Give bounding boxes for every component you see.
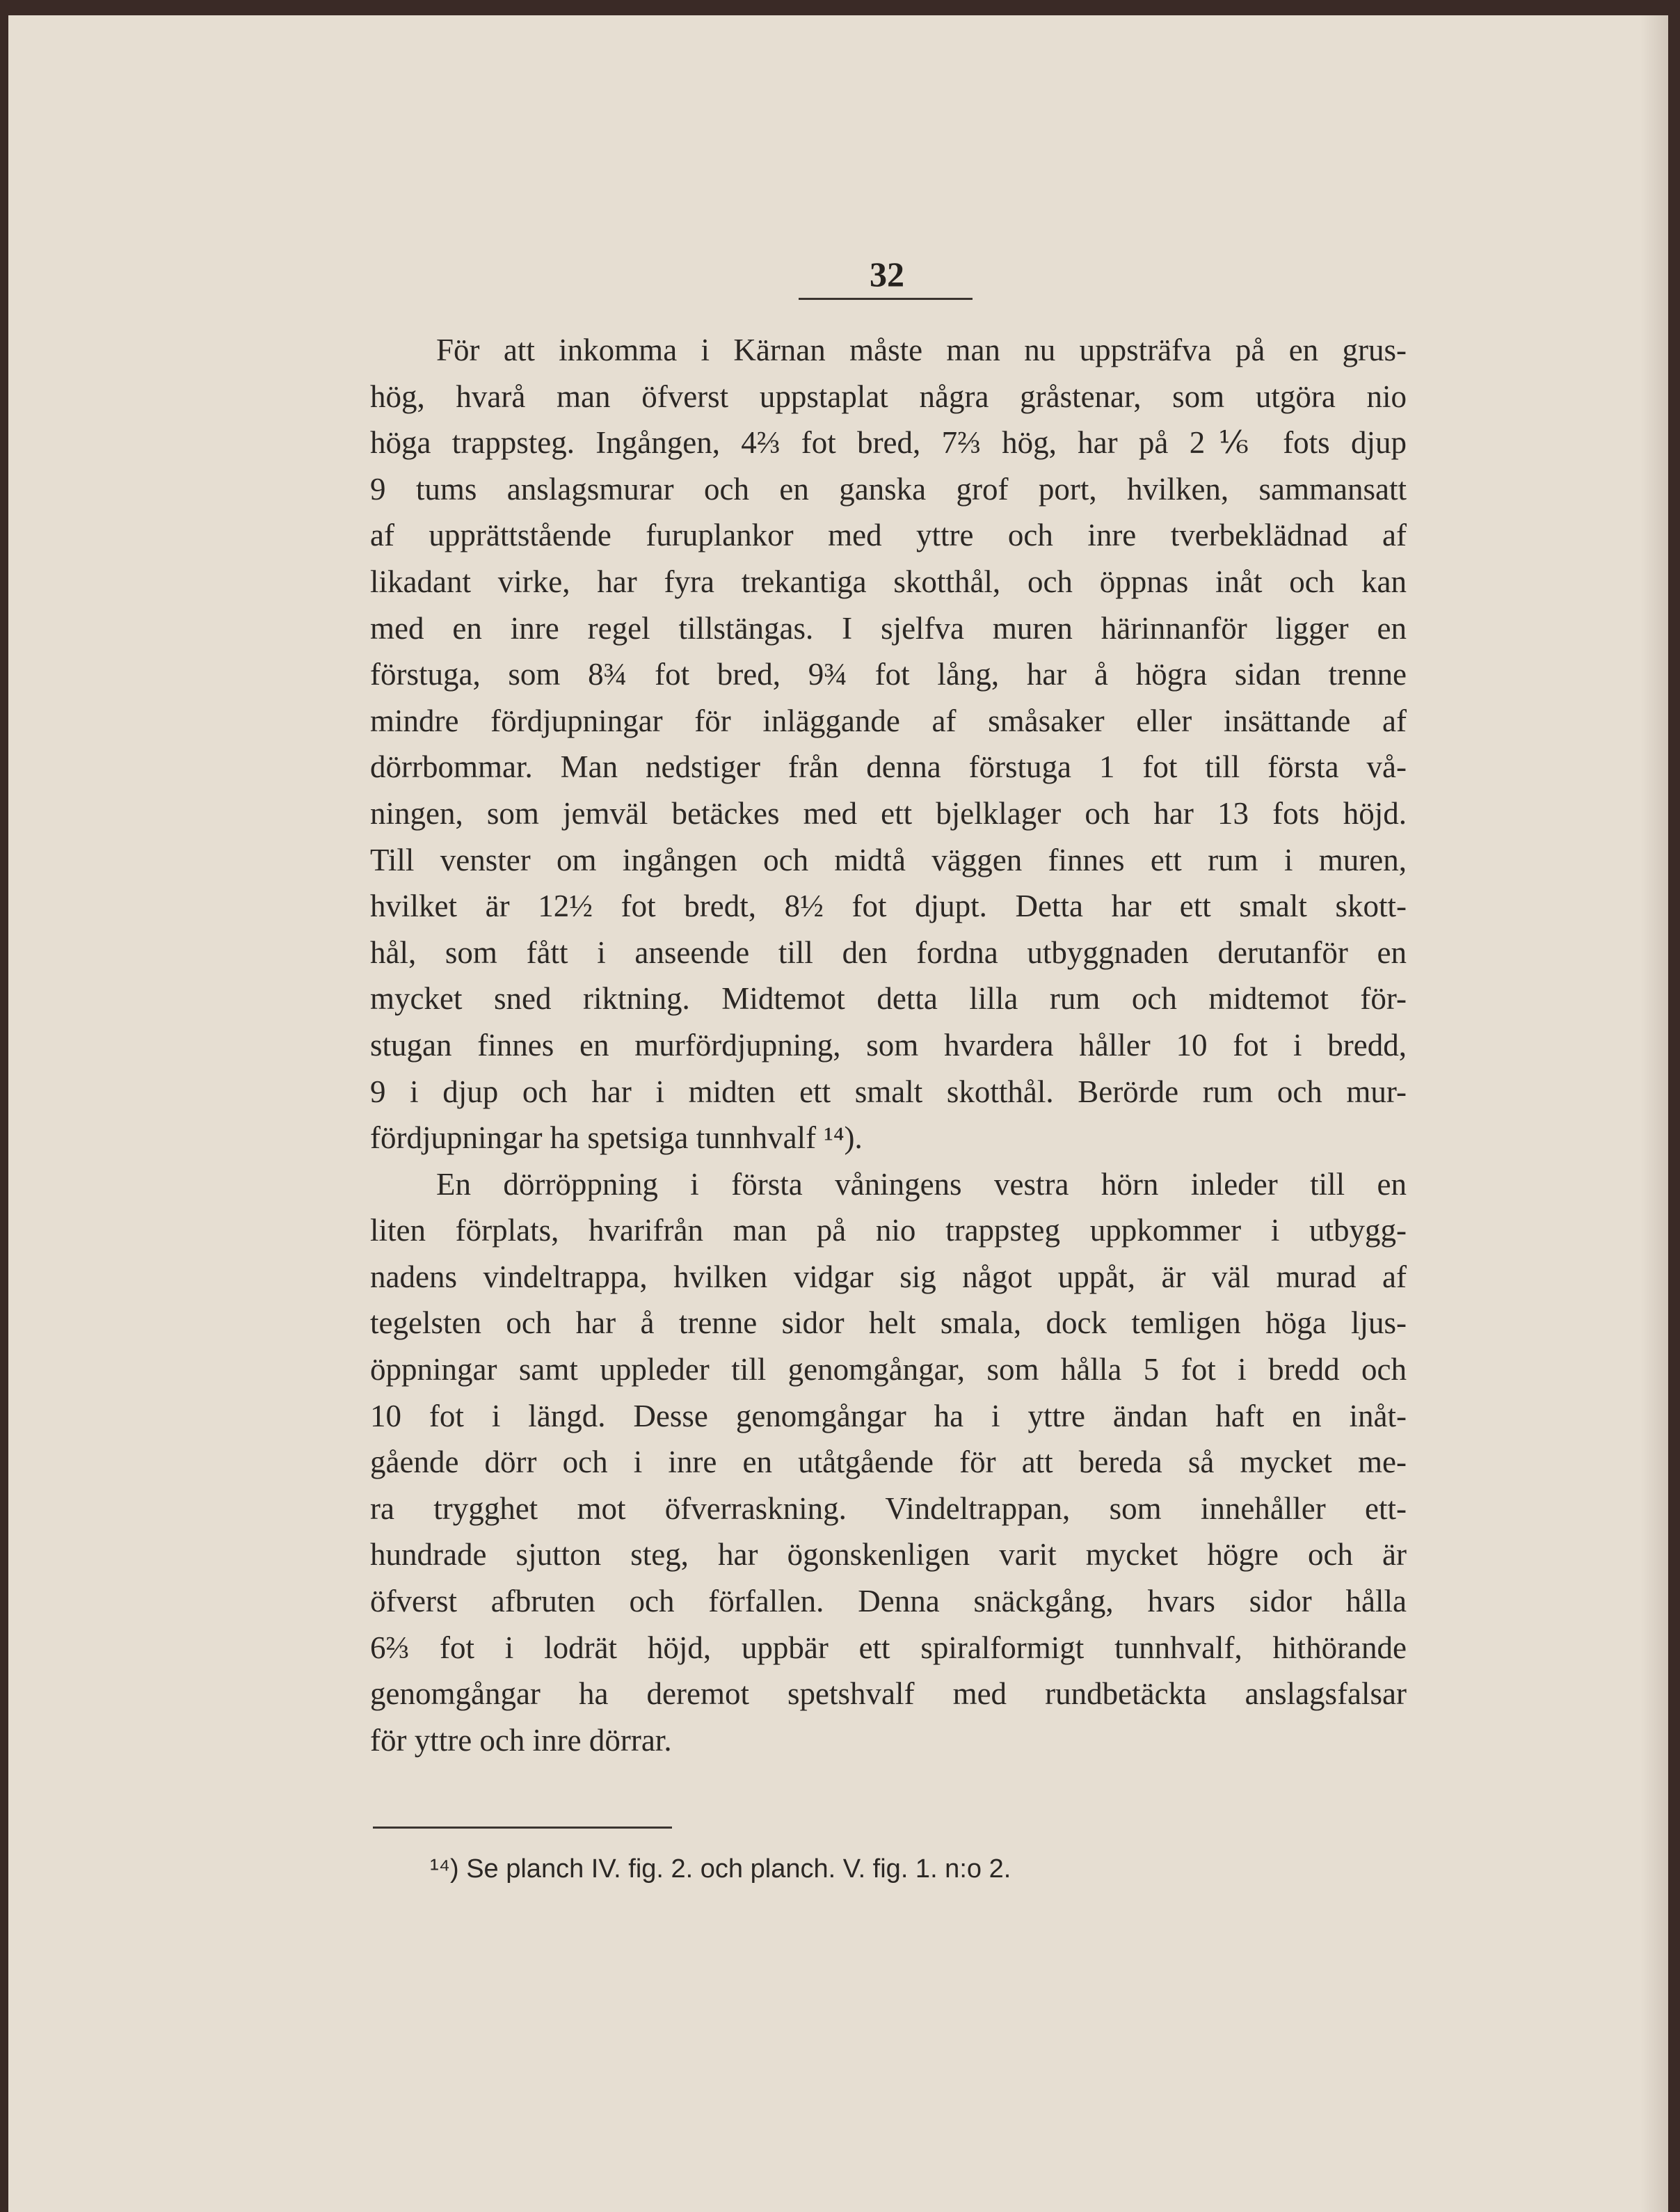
text-line: stugan finnes en murfördjupning, som hvardera håller 10 fot i bredd, (370, 1027, 1407, 1063)
footnote-rule (373, 1827, 672, 1829)
paragraph (370, 1161, 1407, 1764)
text-line: gående dörr och i inre en utåtgående för att bereda så mycket me- (370, 1445, 1407, 1480)
text-line: 9 i djup och har i midten ett smalt skotthål. Berörde rum och mur- (370, 1074, 1407, 1109)
text-line: För att inkomma i Kärnan måste man nu uppsträfva på en grus- (436, 333, 1407, 367)
text-line: likadant virke, har fyra trekantiga skotthål, och öppnas inåt och kan (370, 564, 1407, 599)
text-line: dörrbommar. Man nedstiger från denna förstuga 1 fot till första vå- (370, 749, 1407, 785)
text-line: öppningar samt uppleder till genomgångar, som hålla 5 fot i bredd och (370, 1352, 1407, 1387)
text-line: ningen, som jemväl betäckes med ett bjelklager och har 13 fots höjd. (370, 795, 1407, 831)
text-line: öfverst afbruten och förfallen. Denna snäckgång, hvars sidor hålla (370, 1584, 1407, 1619)
text-line: 10 fot i längd. Desse genomgångar ha i yttre ändan haft en inåt- (370, 1398, 1407, 1433)
text-line: ra trygghet mot öfverraskning. Vindeltrappan, som innehåller ett- (370, 1490, 1407, 1526)
text-line: 9 tums anslagsmurar och en ganska grof port, hvilken, sammansatt (370, 471, 1407, 507)
text-line: fördjupningar ha spetsiga tunnhvalf ¹⁴). (370, 1120, 863, 1156)
text-line: mycket sned riktning. Midtemot detta lilla rum och midtemot för- (370, 981, 1407, 1017)
text-line: förstuga, som 8¾ fot bred, 9¾ fot lång, har å högra sidan trenne (370, 657, 1407, 692)
text-line: genomgångar ha deremot spetshvalf med rundbetäckta anslagsfalsar (370, 1676, 1407, 1712)
text-line: tegelsten och har å trenne sidor helt smala, dock temligen höga ljus- (370, 1305, 1407, 1341)
text-line: nadens vindeltrappa, hvilken vidgar sig något uppåt, är väl murad af (370, 1259, 1407, 1294)
text-line: för yttre och inre dörrar. (370, 1722, 672, 1758)
page-number-rule (799, 298, 973, 300)
text-line: hvilket är 12½ fot bredt, 8½ fot djupt. Detta har ett smalt skott- (370, 889, 1407, 924)
paragraph (370, 327, 1407, 1161)
text-line: hål, som fått i anseende till den fordna utbyggnaden derutanför en (370, 934, 1407, 970)
text-line: höga trappsteg. Ingången, 4⅔ fot bred, 7⅔ hög, har på 2⅙ fots djup (370, 425, 1407, 461)
text-line: hundrade sjutton steg, har ögonskenligen varit mycket högre och är (370, 1537, 1407, 1573)
text-line: mindre fördjupningar för inläggande af småsaker eller insättande af (370, 703, 1407, 738)
text-line: liten förplats, hvarifrån man på nio trappsteg uppkommer i utbygg- (370, 1213, 1407, 1248)
page-edge-shadow (1640, 15, 1668, 2212)
text-line: hög, hvarå man öfverst uppstaplat några gråstenar, som utgöra nio (370, 379, 1407, 414)
page-number: 32 (870, 255, 904, 294)
text-line: 6⅔ fot i lodrät höjd, uppbär ett spiralformigt tunnhvalf, hithörande (370, 1630, 1407, 1665)
footnote: ¹⁴) Se planch IV. fig. 2. och planch. V. fig. 1. n:o 2. (430, 1854, 1011, 1884)
text-line: En dörröppning i första våningens vestra hörn inleder till en (436, 1166, 1407, 1202)
body-text (370, 327, 1407, 1763)
text-line: af upprättstående furuplankor med yttre och inre tverbeklädnad af (370, 518, 1407, 553)
text-line: med en inre regel tillstängas. I sjelfva muren härinnanför ligger en (370, 610, 1407, 646)
text-line: Till venster om ingången och midtå väggen finnes ett rum i muren, (370, 842, 1407, 877)
